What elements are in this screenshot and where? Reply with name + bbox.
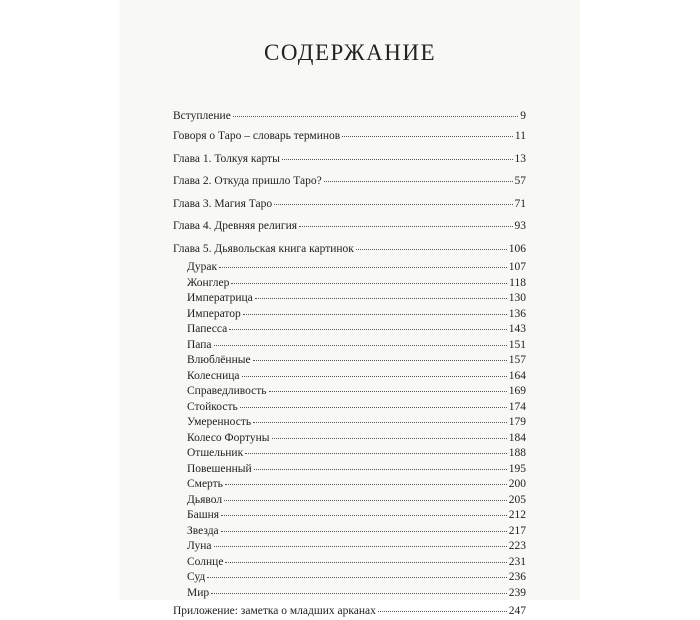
toc-entry-page: 247 (508, 605, 526, 617)
toc-entry-temperance[interactable] (173, 415, 526, 431)
toc-entry-appendix[interactable] (173, 604, 526, 620)
toc-entry-label: Вступление (173, 110, 231, 122)
dot-leader (342, 136, 513, 137)
dot-leader (224, 500, 507, 501)
toc-entry-page: 239 (508, 586, 526, 599)
toc-entry-page: 11 (514, 130, 526, 142)
toc-entry-page: 184 (508, 431, 526, 444)
toc-entry-page: 212 (508, 509, 526, 521)
toc-entry-hermit[interactable] (173, 446, 526, 462)
toc-entry-chapter-1[interactable] (173, 148, 526, 171)
toc-entry-wheel-of-fortune[interactable] (173, 431, 526, 447)
dot-leader (214, 345, 507, 346)
toc-entry-label: Повешенный (187, 462, 252, 475)
toc-entry-label: Глава 5. Дьявольская книга картинок (173, 242, 354, 255)
toc-entry-hanged-man[interactable] (173, 462, 526, 478)
toc-entry-introduction[interactable] (173, 107, 526, 125)
toc-entry-page: 195 (508, 462, 526, 475)
dot-leader (274, 204, 512, 205)
toc-entry-page: 106 (508, 242, 526, 255)
toc-entry-page: 151 (508, 338, 526, 351)
toc-entry-emperor[interactable] (173, 307, 526, 323)
toc-entry-judgement[interactable] (173, 570, 526, 586)
dot-leader (282, 159, 513, 160)
toc-entry-page: 231 (508, 555, 526, 568)
toc-entry-page: 164 (508, 369, 526, 382)
toc-entry-pope[interactable] (173, 338, 526, 354)
dot-leader (233, 116, 518, 117)
toc-entry-page: 217 (508, 524, 526, 537)
toc-entry-chapter-2[interactable] (173, 170, 526, 193)
toc-entry-lovers[interactable] (173, 353, 526, 369)
dot-leader (242, 376, 507, 377)
toc-entry-tower[interactable] (173, 508, 526, 524)
toc-entry-label: Император (187, 307, 241, 320)
toc-entry-label: Говоря о Таро – словарь терминов (173, 130, 341, 142)
toc-entry-sun[interactable] (173, 555, 526, 571)
toc-entry-label: Глава 1. Толкуя карты (173, 152, 280, 165)
toc-entry-world[interactable] (173, 586, 526, 602)
toc-entry-label: Папа (187, 338, 212, 351)
dot-leader (229, 329, 506, 330)
dot-leader (243, 314, 507, 315)
toc-entry-chapter-4[interactable] (173, 215, 526, 238)
toc-entry-page: 136 (508, 307, 526, 320)
toc-entry-page: 93 (514, 220, 526, 232)
toc-entry-page: 179 (508, 416, 526, 428)
toc-entry-page: 169 (508, 385, 526, 397)
toc-entry-label: Дурак (187, 261, 218, 273)
toc-entry-label: Смерть (187, 478, 223, 490)
toc-entry-empress[interactable] (173, 291, 526, 307)
dot-leader (221, 531, 507, 532)
toc-entry-label: Глава 3. Магия Таро (173, 197, 273, 210)
toc-entry-page: 223 (508, 540, 526, 552)
toc-entry-page: 13 (514, 152, 526, 165)
dot-leader (253, 360, 507, 361)
dot-leader (225, 562, 506, 563)
dot-leader (272, 438, 507, 439)
dot-leader (211, 593, 507, 594)
toc-entry-chapter-3[interactable] (173, 193, 526, 216)
dot-leader (378, 611, 507, 612)
toc-entry-label: Глава 2. Откуда пришло Таро? (173, 175, 322, 187)
table-of-contents (173, 107, 526, 620)
dot-leader (245, 453, 507, 454)
dot-leader (356, 249, 507, 250)
toc-entry-moon[interactable] (173, 539, 526, 555)
toc-entry-page: 200 (508, 478, 526, 490)
toc-entry-page: 107 (508, 261, 526, 273)
toc-entry-label: Луна (187, 540, 212, 552)
toc-entry-label: Влюблённые (187, 354, 251, 366)
toc-entry-label: Дьявол (187, 493, 223, 506)
toc-entry-label: Умеренность (187, 416, 252, 428)
toc-entry-page: 143 (508, 323, 526, 335)
dot-leader (219, 267, 507, 268)
toc-entry-label: Мир (187, 586, 210, 599)
dot-leader (254, 469, 507, 470)
toc-entry-label: Глава 4. Древняя религия (173, 220, 298, 232)
dot-leader (269, 391, 507, 392)
toc-entry-chapter-5[interactable] (173, 238, 526, 261)
toc-entry-label: Колесница (187, 369, 240, 382)
dot-leader (299, 226, 512, 227)
toc-entry-page: 130 (508, 292, 526, 304)
toc-entry-page: 57 (514, 175, 526, 187)
toc-entry-papess[interactable] (173, 322, 526, 338)
toc-entry-page: 71 (514, 197, 526, 210)
toc-entry-label: Жонглер (187, 276, 230, 289)
toc-entry-label: Папесса (187, 323, 228, 335)
toc-entry-strength[interactable] (173, 400, 526, 416)
dot-leader (255, 298, 507, 299)
toc-entry-star[interactable] (173, 524, 526, 540)
dot-leader (324, 181, 513, 182)
toc-entry-death[interactable] (173, 477, 526, 493)
page-title: СОДЕРЖАНИЕ (263, 40, 436, 65)
toc-entry-justice[interactable] (173, 384, 526, 400)
toc-entry-chariot[interactable] (173, 369, 526, 385)
toc-entry-fool[interactable] (173, 260, 526, 276)
dot-leader (253, 422, 507, 423)
toc-entry-page: 236 (508, 571, 526, 583)
toc-entry-glossary[interactable] (173, 125, 526, 148)
toc-entry-juggler[interactable] (173, 276, 526, 292)
toc-entry-label: Солнце (187, 555, 224, 568)
toc-entry-page: 9 (520, 110, 526, 122)
toc-entry-label: Императрица (187, 292, 253, 304)
toc-entry-label: Справедливость (187, 385, 267, 397)
toc-entry-page: 188 (508, 447, 526, 459)
toc-entry-page: 174 (508, 400, 526, 413)
toc-entry-label: Суд (187, 571, 206, 583)
toc-entry-label: Башня (187, 509, 220, 521)
toc-entry-page: 118 (509, 276, 526, 289)
toc-entry-label: Отшельник (187, 447, 244, 459)
toc-entry-label: Стойкость (187, 400, 238, 413)
toc-entry-label: Приложение: заметка о младших арканах (173, 605, 376, 617)
toc-entry-label: Звезда (187, 524, 219, 537)
dot-leader (225, 484, 507, 485)
dot-leader (240, 407, 507, 408)
toc-entry-page: 205 (508, 493, 526, 506)
page-edge (118, 0, 120, 600)
toc-entry-label: Колесо Фортуны (187, 431, 270, 444)
dot-leader (231, 283, 507, 284)
toc-entry-page: 157 (508, 354, 526, 366)
dot-leader (207, 577, 506, 578)
toc-entry-devil[interactable] (173, 493, 526, 509)
dot-leader (214, 546, 507, 547)
dot-leader (221, 515, 507, 516)
